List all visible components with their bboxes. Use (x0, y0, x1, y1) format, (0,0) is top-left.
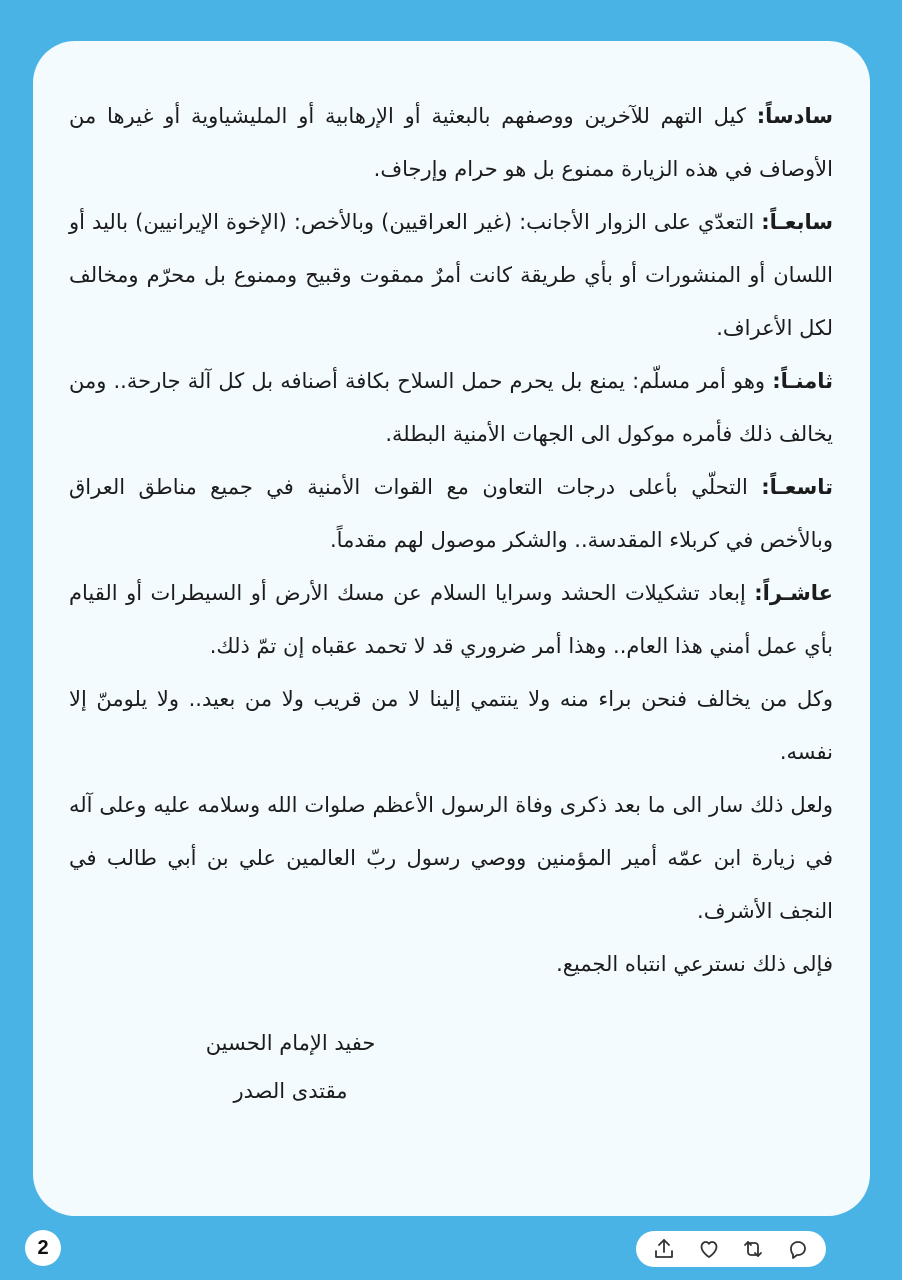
retweet-icon[interactable] (739, 1235, 767, 1263)
paragraph-text: فإلى ذلك نسترعي انتباه الجميع. (556, 952, 833, 976)
reply-icon[interactable] (784, 1235, 812, 1263)
signature-title: حفيد الإمام الحسين (205, 1031, 376, 1055)
paragraph-eighth (69, 355, 833, 461)
paragraph-lead: ثامنـاً: (772, 369, 833, 393)
paragraph-text: ولعل ذلك سار الى ما بعد ذكرى وفاة الرسول الأعظم صلوات الله وسلامه عليه وعلى آله في زيارة ابن عمّه أمير المؤمنين ووصي رسول ربّ العالمين علي بن أبي طالب في النجف الأشرف. (69, 793, 833, 923)
paragraph-text: وكل من يخالف فنحن براء منه ولا ينتمي إلينا لا من قريب ولا من بعيد.. ولا يلومنّ إلا نفسه. (69, 687, 833, 764)
paragraph-sixth (69, 90, 833, 196)
paragraph-continuation (69, 779, 833, 938)
tweet-action-bar (636, 1231, 826, 1267)
paragraph-warning (69, 673, 833, 779)
heart-icon[interactable] (695, 1235, 723, 1263)
document-card (33, 41, 870, 1216)
paragraph-lead: تاسعـاً: (761, 475, 833, 499)
paragraph-text: وهو أمر مسلّم: يمنع بل يحرم حمل السلاح بكافة أصنافه بل كل آلة جارحة.. ومن يخالف ذلك فأمره موكول الى الجهات الأمنية البطلة. (69, 369, 833, 446)
signature-name: مقتدى الصدر (233, 1079, 348, 1103)
paragraph-text: إبعاد تشكيلات الحشد وسرايا السلام عن مسك الأرض أو السيطرات أو القيام بأي عمل أمني هذا العام.. وهذا أمر ضروري قد لا تحمد عقباه إن تمّ ذلك. (69, 581, 833, 658)
document-body (69, 90, 833, 991)
paragraph-closing (69, 938, 833, 991)
paragraph-lead: عاشـراً: (754, 581, 833, 605)
paragraph-lead: سابعـاً: (761, 210, 833, 234)
page-number-badge: 2 (25, 1230, 61, 1266)
paragraph-seventh (69, 196, 833, 355)
share-icon[interactable] (650, 1235, 678, 1263)
paragraph-text: كيل التهم للآخرين ووصفهم بالبعثية أو الإرهابية أو المليشياوية أو غيرها من الأوصاف في هذه الزيارة ممنوع بل هو حرام وإرجاف. (69, 104, 833, 181)
paragraph-text: التعدّي على الزوار الأجانب: (غير العراقيين) وبالأخص: (الإخوة الإيرانيين) باليد أو اللسان أو المنشورات أو بأي طريقة كانت أمرٌ ممقوت وقبيح وممنوع بل محرّم ومخالف لكل الأعراف. (69, 210, 833, 340)
paragraph-text: التحلّي بأعلى درجات التعاون مع القوات الأمنية في جميع مناطق العراق وبالأخص في كربلاء المقدسة.. والشكر موصول لهم مقدماً. (69, 475, 833, 552)
signature-block (173, 1019, 408, 1115)
paragraph-tenth (69, 567, 833, 673)
paragraph-lead: سادساً: (756, 104, 833, 128)
paragraph-ninth (69, 461, 833, 567)
